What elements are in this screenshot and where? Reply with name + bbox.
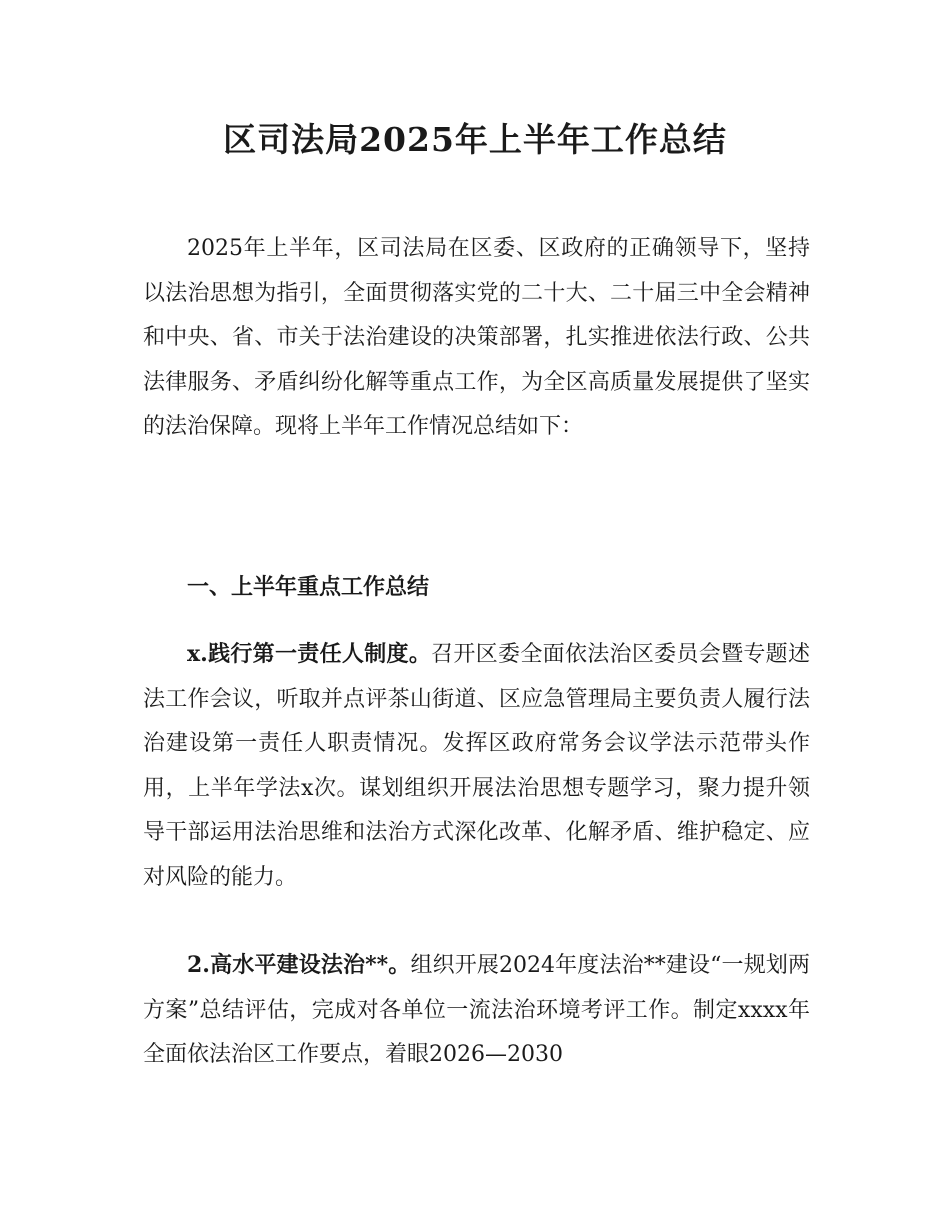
item-1-lead: x.践行第一责任人制度。 <box>187 641 432 667</box>
item-2-text: 组织开展2024年度法治**建设“一规划两方案”总结评估，完成对各单位一流法治环境考评工作。制定xxxx年全面依法治区工作要点，着眼2026—2030 <box>143 953 810 1067</box>
item-2-lead: 2.高水平建设法治**。 <box>187 952 411 978</box>
item-1-paragraph <box>143 632 810 900</box>
intro-paragraph: 2025年上半年，区司法局在区委、区政府的正确领导下，坚持以法治思想为指引，全面贯彻落实党的二十大、二十届三中全会精神和中央、省、市关于法治建设的决策部署，扎实推进依法行政、公共法律服务、矛盾纠纷化解等重点工作，为全区高质量发展提供了坚实的法治保障。现将上半年工作情况总结如下： <box>143 236 810 439</box>
item-2-paragraph <box>143 943 810 1078</box>
section-heading: 一、上半年重点工作总结 <box>187 574 430 600</box>
document-title: 区司法局2025年上半年工作总结 <box>223 120 727 159</box>
item-1-text: 召开区委全面依法治区委员会暨专题述法工作会议，听取并点评茶山街道、区应急管理局主要负责人履行法治建设第一责任人职责情况。发挥区政府常务会议学法示范带头作用，上半年学法x次。谋划组织开展法治思想专题学习，聚力提升领导干部运用法治思维和法治方式深化改革、化解矛盾、维护稳定、应对风险的能力。 <box>143 642 810 890</box>
